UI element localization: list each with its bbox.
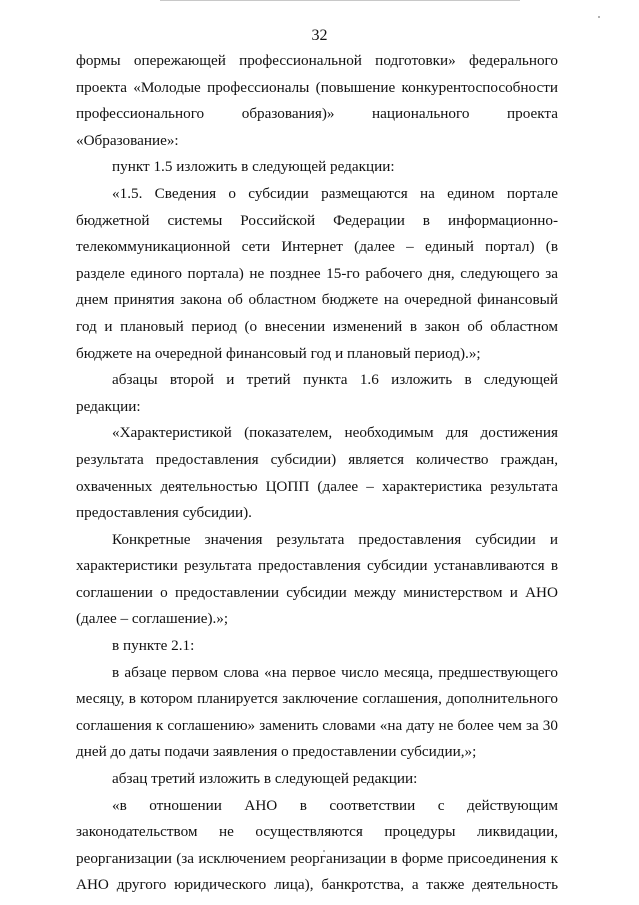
paragraph-first-subclause: в абзаце первом слова «на первое число месяца, предшествующего месяцу, в котором планируется заключение соглашения, дополнительного соглашения к соглашению» заменить словами «на дату не более чем за 30 дней до даты подачи заявления о предоставлении субсидии,»;: [76, 663, 558, 761]
scan-edge-line: [160, 0, 520, 1]
paragraph-clause-1-5-heading: пункт 1.5 изложить в следующей редакции:: [112, 158, 395, 176]
scan-speck: [598, 16, 600, 18]
paragraph-characteristic: «Характеристикой (показателем, необходимым для достижения результата предоставления субсидии) является количество граждан, охваченных деятельностью ЦОПП (далее – характеристика результата предоставления субсидии).: [76, 424, 558, 522]
paragraph-third-subclause-text: «в отношении АНО в соответствии с действующим законодательством не осуществляются процедуры ликвидации, реорганизации (за исключением реорганизации в форме присоединения к АНО другого юридического лица), банкротства, а также деятельность: [76, 796, 558, 894]
paragraph-specific-values: Конкретные значения результата предоставления субсидии и характеристики результата предоставления субсидии устанавливаются в соглашении о предоставлении субсидии между министерством и АНО (далее – соглашение).»;: [76, 530, 558, 628]
paragraph-clause-1-6-heading: абзацы второй и третий пункта 1.6 изложить в следующей редакции:: [76, 371, 558, 415]
paragraph-clause-1-5-text: «1.5. Сведения о субсидии размещаются на едином портале бюджетной системы Российской Федерации в информационно-телекоммуникационной сети Интернет (далее – единый портал) (в разделе единого портала) не позднее 15-го рабочего дня, следующего за днем принятия закона об областном бюджете на очередной финансовый год и плановый период (о внесении изменений в закон об областном бюджете на очередной финансовый год и плановый период).»;: [76, 184, 558, 362]
document-body: [76, 48, 558, 899]
page-number: 32: [311, 27, 328, 44]
paragraph-third-subclause-heading: абзац третий изложить в следующей редакции:: [112, 770, 418, 788]
paragraph-continuation: формы опережающей профессиональной подготовки» федерального проекта «Молодые профессионалы (повышение конкурентоспособности профессионального образования)» национального проекта «Образование»:: [76, 52, 558, 149]
paragraph-clause-2-1-heading: в пункте 2.1:: [112, 637, 195, 655]
